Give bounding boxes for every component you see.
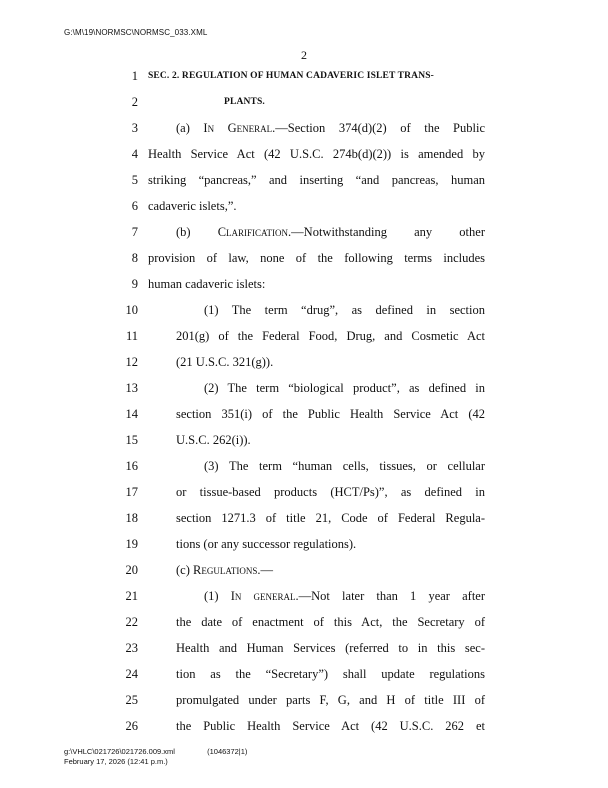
- line-number: 23: [125, 641, 138, 655]
- line-number: 26: [125, 719, 138, 733]
- line-number: 25: [125, 693, 138, 707]
- line-text: (3) The term “human cells, tissues, or cellular: [204, 459, 485, 473]
- line-number: 5: [131, 173, 138, 187]
- line-text: the date of enactment of this Act, the Secretary of: [176, 615, 485, 629]
- paragraph-heading: In general: [230, 589, 296, 603]
- subsection-heading: Clarification: [217, 225, 289, 239]
- text-line: [0, 641, 608, 663]
- line-text: (b) Clarification.—Notwithstanding any other: [176, 225, 485, 239]
- line-number: 3: [131, 121, 138, 135]
- subsection-heading: Regulations: [193, 563, 258, 577]
- line-text: (c) Regulations.—: [176, 563, 273, 577]
- line-number: 14: [125, 407, 138, 421]
- footer-file-path: g:\VHLC\021726\021726.009.xml: [64, 747, 175, 756]
- text-line: [0, 199, 608, 221]
- text-line: [0, 147, 608, 169]
- text-line: [0, 95, 608, 117]
- line-text: Health Service Act (42 U.S.C. 274b(d)(2)) is amended by: [148, 147, 485, 161]
- line-text: section 351(i) of the Public Health Service Act (42: [176, 407, 485, 421]
- line-number: 19: [125, 537, 138, 551]
- line-number: 21: [125, 589, 138, 603]
- text-line: [0, 511, 608, 533]
- footer-document-id: (1046372|1): [207, 747, 248, 756]
- text-line: [0, 251, 608, 273]
- text-line: [0, 329, 608, 351]
- line-number: 2: [131, 95, 138, 109]
- line-number: 22: [125, 615, 138, 629]
- text-line: [0, 381, 608, 403]
- line-text: (21 U.S.C. 321(g)).: [176, 355, 274, 369]
- line-number: 16: [125, 459, 138, 473]
- line-number: 24: [125, 667, 138, 681]
- line-text: U.S.C. 262(i)).: [176, 433, 251, 447]
- text-line: [0, 173, 608, 195]
- line-number: 8: [131, 251, 138, 265]
- footer-file-info: [64, 747, 247, 756]
- line-number: 7: [131, 225, 138, 239]
- line-number: 1: [131, 69, 138, 83]
- text-line: [0, 485, 608, 507]
- line-text: tion as the “Secretary”) shall update regulations: [176, 667, 485, 681]
- line-text: (1) The term “drug”, as defined in section: [204, 303, 485, 317]
- line-text: cadaveric islets,”.: [148, 199, 237, 213]
- text-line: [0, 433, 608, 455]
- page-number: 2: [301, 48, 307, 62]
- text-line: [0, 693, 608, 715]
- line-text: provision of law, none of the following terms includes: [148, 251, 485, 265]
- line-text: section 1271.3 of title 21, Code of Federal Regula-: [176, 511, 485, 525]
- section-heading-continuation: PLANTS.: [224, 97, 265, 107]
- line-number: 4: [131, 147, 138, 161]
- text-line: [0, 563, 608, 585]
- line-text: Health and Human Services (referred to in this sec-: [176, 641, 485, 655]
- text-line: [0, 121, 608, 143]
- line-number: 9: [131, 277, 138, 291]
- footer-date: February 17, 2026 (12:41 p.m.): [64, 757, 168, 766]
- line-number: 11: [125, 329, 138, 343]
- subsection-heading: In General: [203, 121, 273, 135]
- line-number: 20: [125, 563, 138, 577]
- text-line: [0, 303, 608, 325]
- line-text: tions (or any successor regulations).: [176, 537, 357, 551]
- line-text: striking “pancreas,” and inserting “and pancreas, human: [148, 173, 485, 187]
- text-line: [0, 69, 608, 91]
- section-heading: SEC. 2. REGULATION OF HUMAN CADAVERIC ISLET TRANS-: [148, 71, 434, 81]
- text-line: [0, 615, 608, 637]
- line-number: 6: [131, 199, 138, 213]
- line-text: 201(g) of the Federal Food, Drug, and Cosmetic Act: [176, 329, 485, 343]
- text-line: [0, 589, 608, 611]
- text-line: [0, 225, 608, 247]
- line-number: 18: [125, 511, 138, 525]
- text-line: [0, 407, 608, 429]
- text-line: [0, 537, 608, 559]
- text-line: [0, 355, 608, 377]
- document-path: G:\M\19\NORMSC\NORMSC_033.XML: [64, 28, 208, 37]
- line-number: 17: [125, 485, 138, 499]
- line-text: human cadaveric islets:: [148, 277, 266, 291]
- text-line: [0, 667, 608, 689]
- line-number: 12: [125, 355, 138, 369]
- text-line: [0, 277, 608, 299]
- line-text: (1) In general.—Not later than 1 year after: [204, 589, 485, 603]
- line-number: 15: [125, 433, 138, 447]
- line-text: or tissue-based products (HCT/Ps)”, as defined in: [176, 485, 485, 499]
- text-line: [0, 459, 608, 481]
- line-number: 10: [125, 303, 138, 317]
- line-text: (a) In General.—Section 374(d)(2) of the Public: [176, 121, 485, 135]
- line-number: 13: [125, 381, 138, 395]
- text-line: [0, 719, 608, 741]
- line-text: promulgated under parts F, G, and H of title III of: [176, 693, 485, 707]
- line-text: the Public Health Service Act (42 U.S.C. 262 et: [176, 719, 485, 733]
- line-text: (2) The term “biological product”, as defined in: [204, 381, 485, 395]
